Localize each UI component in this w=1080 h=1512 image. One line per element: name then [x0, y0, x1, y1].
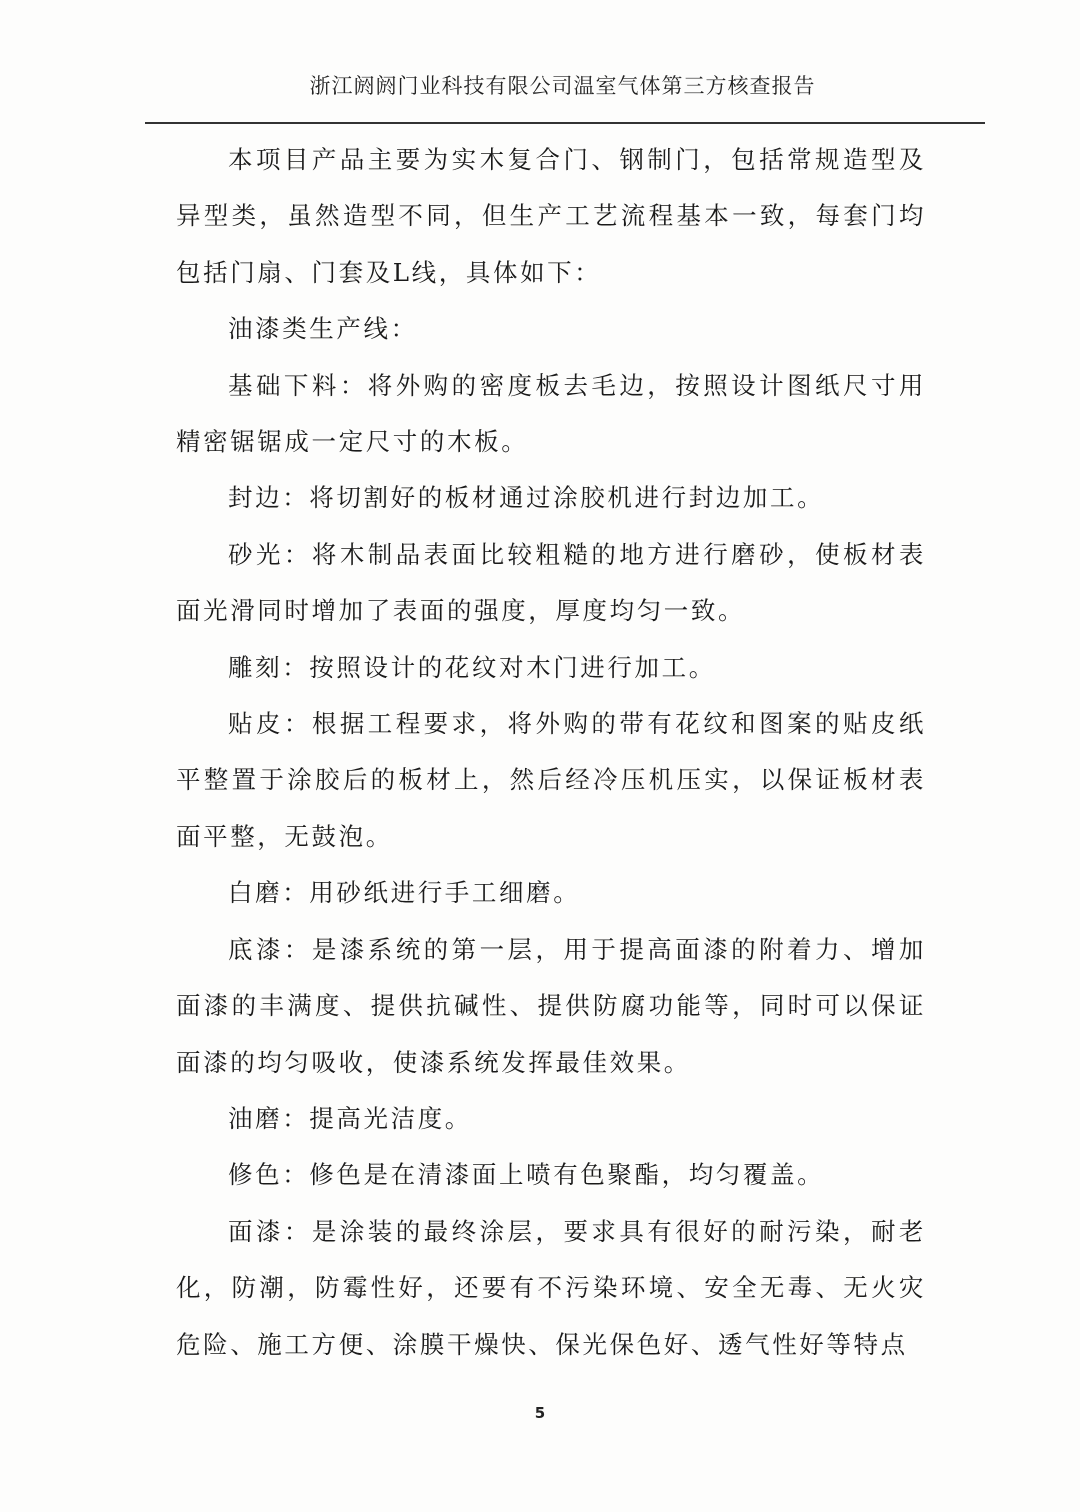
paragraph-edge-banding: 封边：将切割好的板材通过涂胶机进行封边加工。	[228, 483, 825, 513]
paragraph-carving: 雕刻：按照设计的花纹对木门进行加工。	[228, 652, 716, 682]
paragraph-intro: 本项目产品主要为实木复合门、钢制门，包括常规造型及异型类，虽然造型不同，但生产工艺流程基本一致，每套门均包括门扇、门套及L线，具体如下：	[176, 145, 926, 287]
page-number: 5	[534, 1404, 546, 1422]
report-header-title: 浙江阏阏门业科技有限公司温室气体第三方核查报告	[309, 74, 816, 98]
paragraph-cutting: 基础下料：将外购的密度板去毛边，按照设计图纸尺寸用精密锯锯成一定尺寸的木板。	[176, 370, 926, 457]
paragraph-veneering: 贴皮：根据工程要求，将外购的带有花纹和图案的贴皮纸平整置于涂胶后的板材上，然后经冷压机压实，以保证板材表面平整，无鼓泡。	[176, 709, 926, 851]
paragraph-primer: 底漆：是漆系统的第一层，用于提高面漆的附着力、增加面漆的丰满度、提供抗碱性、提供防腐功能等，同时可以保证面漆的均匀吸收，使漆系统发挥最佳效果。	[176, 934, 926, 1077]
paragraph-topcoat: 面漆：是涂装的最终涂层，要求具有很好的耐污染，耐老化，防潮，防霉性好，还要有不污染环境、安全无毒、无火灾危险、施工方便、涂膜干燥快、保光保色好、透气性好等特点	[176, 1216, 926, 1359]
header-divider	[145, 122, 985, 124]
document-body	[176, 132, 926, 1373]
paragraph-sanding: 砂光：将木制品表面比较粗糙的地方进行磨砂，使板材表面光滑同时增加了表面的强度，厚度均匀一致。	[176, 539, 926, 626]
paragraph-white-grinding: 白磨：用砂纸进行手工细磨。	[228, 878, 581, 908]
paragraph-line-heading: 油漆类生产线：	[228, 314, 418, 344]
paragraph-oil-grinding: 油磨：提高光洁度。	[228, 1103, 472, 1133]
paragraph-color-correction: 修色：修色是在清漆面上喷有色聚酯，均匀覆盖。	[228, 1160, 825, 1190]
